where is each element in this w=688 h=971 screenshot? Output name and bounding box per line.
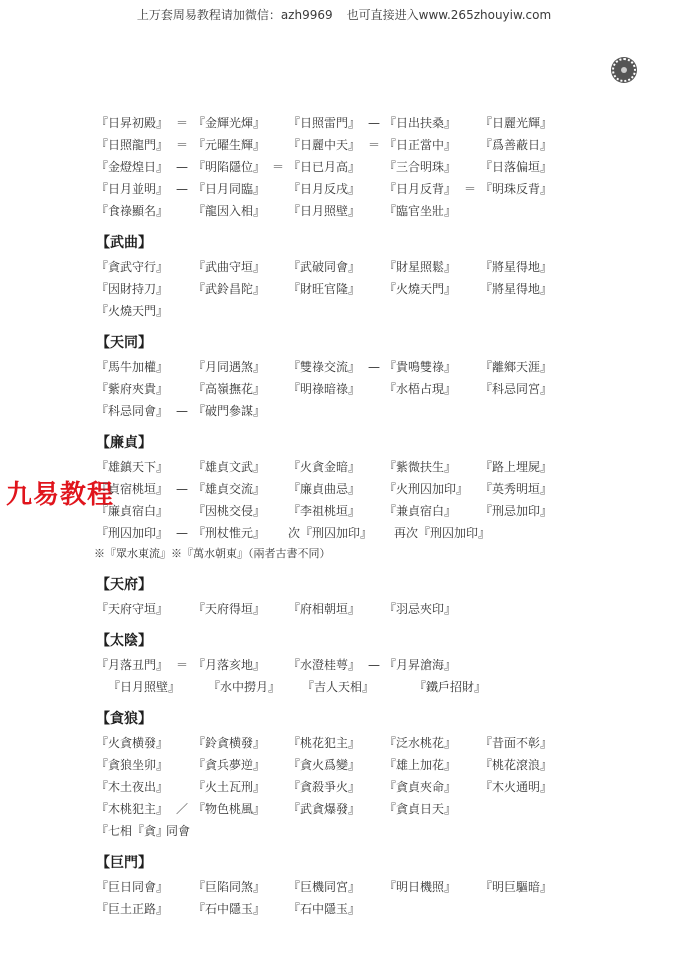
pattern-cell: 『巨日同會』 bbox=[96, 880, 169, 894]
pattern-cell: 『高嶺撫花』 bbox=[193, 382, 266, 396]
pattern-row bbox=[96, 200, 566, 222]
relation-symbol: — bbox=[368, 360, 380, 374]
pattern-cell: 『木火通明』 bbox=[480, 780, 553, 794]
pattern-cell: 『貴鳴雙祿』 bbox=[384, 360, 457, 374]
pattern-row bbox=[96, 378, 566, 400]
pattern-row bbox=[96, 356, 566, 378]
pattern-row bbox=[96, 798, 566, 820]
pattern-cell: 『龍因入相』 bbox=[193, 204, 266, 218]
pattern-row bbox=[96, 522, 566, 544]
section-title: 【武曲】 bbox=[96, 235, 152, 251]
pattern-cell: 『食祿顯名』 bbox=[96, 204, 169, 218]
pattern-cell: 『貪兵夢逆』 bbox=[193, 758, 266, 772]
pattern-row bbox=[96, 676, 566, 698]
header-right-text: 也可直接进入www.265zhouyiw.com bbox=[346, 8, 552, 22]
pattern-cell: 『日出扶桑』 bbox=[384, 116, 457, 130]
pattern-cell: 『明巨驅暗』 bbox=[480, 880, 553, 894]
pattern-cell: 『日照龍門』 bbox=[96, 138, 169, 152]
pattern-cell: 『科忌同宮』 bbox=[480, 382, 553, 396]
watermark-text: 九易教程 bbox=[6, 480, 115, 510]
section-block bbox=[96, 430, 566, 564]
pattern-cell: 『武貪爆發』 bbox=[288, 802, 361, 816]
relation-symbol: ／ bbox=[176, 802, 189, 816]
pattern-cell: 『明日機照』 bbox=[384, 880, 457, 894]
pattern-cell: 『雄上加花』 bbox=[384, 758, 457, 772]
pattern-cell: 『紫府夾貴』 bbox=[96, 382, 169, 396]
pattern-cell: 『水澄桂萼』 bbox=[288, 658, 361, 672]
pattern-cell: 『貪貞日天』 bbox=[384, 802, 457, 816]
pattern-cell: 『廉貞曲忌』 bbox=[288, 482, 361, 496]
pattern-row bbox=[96, 754, 566, 776]
pattern-cell: 『金燈煌日』 bbox=[96, 160, 169, 174]
pattern-row bbox=[96, 820, 566, 842]
page-header bbox=[0, 6, 688, 23]
section-block bbox=[96, 628, 566, 698]
pattern-cell: 『明祿暗祿』 bbox=[288, 382, 361, 396]
pattern-row bbox=[96, 400, 566, 422]
pattern-cell: 『木桃犯主』 bbox=[96, 802, 169, 816]
pattern-cell: 『雄鎮天下』 bbox=[96, 460, 169, 474]
pattern-cell: 『昔面不彰』 bbox=[480, 736, 553, 750]
pattern-cell: 『月落丑門』 bbox=[96, 658, 169, 672]
seal-mark-icon bbox=[612, 58, 636, 82]
pattern-cell: 『火刑囚加印』 bbox=[384, 482, 469, 496]
pattern-cell: 『馬牛加權』 bbox=[96, 360, 169, 374]
pattern-cell: 『離鄉天涯』 bbox=[480, 360, 553, 374]
pattern-cell: 『日月並明』 bbox=[96, 182, 169, 196]
pattern-cell: 『路上埋屍』 bbox=[480, 460, 553, 474]
pattern-cell: 『貪狼坐卯』 bbox=[96, 758, 169, 772]
pattern-cell: 『月昇滄海』 bbox=[384, 658, 457, 672]
pattern-cell: 『月同遇煞』 bbox=[193, 360, 266, 374]
pattern-row bbox=[96, 456, 566, 478]
pattern-cell: 『水梧占現』 bbox=[384, 382, 457, 396]
pattern-row bbox=[96, 134, 566, 156]
relation-symbol: — bbox=[176, 182, 188, 196]
pattern-cell: 『雄貞交流』 bbox=[193, 482, 266, 496]
pattern-cell: 『鈴貪横發』 bbox=[193, 736, 266, 750]
relation-symbol: ＝ bbox=[464, 182, 477, 196]
pattern-cell: 『日落偏垣』 bbox=[480, 160, 553, 174]
pattern-row bbox=[96, 776, 566, 798]
pattern-cell: 『財旺官隆』 bbox=[288, 282, 361, 296]
pattern-cell: 『刑忌加印』 bbox=[480, 504, 553, 518]
pattern-cell: 『因財持刀』 bbox=[96, 282, 169, 296]
pattern-row bbox=[96, 598, 566, 620]
pattern-cell: 『武曲守垣』 bbox=[193, 260, 266, 274]
pattern-cell: 『三合明珠』 bbox=[384, 160, 457, 174]
pattern-cell: 『七相『貪』 bbox=[96, 824, 169, 838]
pattern-cell: 『日昇初殿』 bbox=[96, 116, 169, 130]
pattern-cell: 『雄貞文武』 bbox=[193, 460, 266, 474]
pattern-cell: 『紫微扶生』 bbox=[384, 460, 457, 474]
section-block bbox=[96, 706, 566, 842]
section-block bbox=[96, 330, 566, 422]
pattern-row bbox=[96, 278, 566, 300]
pattern-cell: 『日月反背』 bbox=[384, 182, 457, 196]
pattern-cell: 『武鈴昌陀』 bbox=[193, 282, 266, 296]
relation-symbol: ＝ bbox=[176, 138, 189, 152]
pattern-cell: 『火貪金暗』 bbox=[288, 460, 361, 474]
relation-symbol: ＝ bbox=[368, 138, 381, 152]
section-title: 【廉貞】 bbox=[96, 435, 152, 451]
pattern-cell: 『貪貞夾命』 bbox=[384, 780, 457, 794]
pattern-cell: 『日照雷門』 bbox=[288, 116, 361, 130]
section-block bbox=[96, 850, 566, 920]
pattern-cell: 『將星得地』 bbox=[480, 260, 553, 274]
annotation-note: ※『眾水東流』※『萬水朝東』（兩者古書不同） bbox=[94, 547, 331, 560]
pattern-cell: 『桃花滾浪』 bbox=[480, 758, 553, 772]
relation-symbol: — bbox=[368, 658, 380, 672]
pattern-cell: 『木土夜出』 bbox=[96, 780, 169, 794]
relation-symbol: — bbox=[176, 526, 188, 540]
pattern-cell: 『日正當中』 bbox=[384, 138, 457, 152]
pattern-cell: 再次『刑囚加印』 bbox=[394, 526, 491, 540]
pattern-cell: 『天府得垣』 bbox=[193, 602, 266, 616]
pattern-cell: 次『刑囚加印』 bbox=[288, 526, 373, 540]
pattern-cell: 『貪火爲變』 bbox=[288, 758, 361, 772]
pattern-row bbox=[96, 898, 566, 920]
pattern-cell: 『明珠反背』 bbox=[480, 182, 553, 196]
pattern-cell: 『物色桃風』 bbox=[193, 802, 266, 816]
pattern-cell: 『英秀明垣』 bbox=[480, 482, 553, 496]
pattern-row bbox=[96, 156, 566, 178]
pattern-cell: 『日月同臨』 bbox=[193, 182, 266, 196]
section-block bbox=[96, 230, 566, 322]
section-title: 【天府】 bbox=[96, 577, 152, 593]
pattern-cell: 『天府守垣』 bbox=[96, 602, 169, 616]
pattern-cell: 『火土瓦刑』 bbox=[193, 780, 266, 794]
section-title: 【太陰】 bbox=[96, 633, 152, 649]
pattern-cell: 『桃花犯主』 bbox=[288, 736, 361, 750]
pattern-cell: 『火燒天門』 bbox=[96, 304, 169, 318]
section-block bbox=[96, 572, 566, 620]
pattern-cell: 『日月照壁』 bbox=[288, 204, 361, 218]
section-title: 【貪狼】 bbox=[96, 711, 152, 727]
pattern-row bbox=[96, 876, 566, 898]
pattern-row bbox=[96, 478, 566, 500]
pattern-cell: 『李祖桃垣』 bbox=[288, 504, 361, 518]
pattern-cell: 『鐵戶招財』 bbox=[414, 680, 487, 694]
relation-symbol: — bbox=[176, 160, 188, 174]
relation-symbol: ＝ bbox=[176, 116, 189, 130]
pattern-cell: 『因桃交侵』 bbox=[193, 504, 266, 518]
pattern-cell: 『水中撈月』 bbox=[208, 680, 281, 694]
relation-symbol: — bbox=[176, 482, 188, 496]
pattern-cell: 『泛水桃花』 bbox=[384, 736, 457, 750]
pattern-cell: 『兼貞宿白』 bbox=[384, 504, 457, 518]
pattern-row bbox=[96, 300, 566, 322]
pattern-cell: 『日月反戌』 bbox=[288, 182, 361, 196]
section-title: 【天同】 bbox=[96, 335, 152, 351]
pattern-cell: 『府相朝垣』 bbox=[288, 602, 361, 616]
pattern-cell: 『貞宿桃垣』 bbox=[96, 482, 169, 496]
pattern-cell: 『刑囚加印』 bbox=[96, 526, 169, 540]
pattern-row bbox=[96, 256, 566, 278]
pattern-cell: 『財星照鬆』 bbox=[384, 260, 457, 274]
relation-symbol: ＝ bbox=[272, 160, 285, 174]
pattern-cell: 『日已月高』 bbox=[288, 160, 361, 174]
pattern-cell: 『日麗中天』 bbox=[288, 138, 361, 152]
pattern-cell: 同會 bbox=[166, 824, 191, 838]
pattern-cell: 『吉人天相』 bbox=[302, 680, 375, 694]
pattern-cell: 『臨官坐壯』 bbox=[384, 204, 457, 218]
relation-symbol: — bbox=[368, 116, 380, 130]
pattern-cell: 『日麗光輝』 bbox=[480, 116, 553, 130]
pattern-cell: 『巨機同宮』 bbox=[288, 880, 361, 894]
relation-symbol: ＝ bbox=[176, 658, 189, 672]
pattern-cell: 『武破同會』 bbox=[288, 260, 361, 274]
pattern-cell: 『科忌同會』 bbox=[96, 404, 169, 418]
pattern-cell: 『爲善蔽日』 bbox=[480, 138, 553, 152]
pattern-cell: 『廉貞宿白』 bbox=[96, 504, 169, 518]
header-left-text: 上万套周易教程请加微信：azh9969 bbox=[136, 8, 333, 22]
pattern-row bbox=[96, 112, 566, 134]
document-body bbox=[96, 112, 566, 920]
pattern-cell: 『巨土正路』 bbox=[96, 902, 169, 916]
pattern-cell: 『元曜生輝』 bbox=[193, 138, 266, 152]
pattern-cell: 『火燒天門』 bbox=[384, 282, 457, 296]
pattern-row bbox=[96, 500, 566, 522]
relation-symbol: — bbox=[176, 404, 188, 418]
pattern-cell: 『火貪横發』 bbox=[96, 736, 169, 750]
pattern-cell: 『貪武守行』 bbox=[96, 260, 169, 274]
pattern-row bbox=[96, 178, 566, 200]
pattern-cell: 『破門參謀』 bbox=[193, 404, 266, 418]
pattern-cell: 『明陷隱位』 bbox=[193, 160, 266, 174]
pattern-cell: 『金輝光煇』 bbox=[193, 116, 266, 130]
pattern-cell: 『刑杖惟元』 bbox=[193, 526, 266, 540]
pattern-row bbox=[96, 732, 566, 754]
section-block bbox=[96, 112, 566, 222]
pattern-cell: 『雙祿交流』 bbox=[288, 360, 361, 374]
pattern-cell: 『羽忌夾印』 bbox=[384, 602, 457, 616]
pattern-cell: 『貪殺爭火』 bbox=[288, 780, 361, 794]
pattern-cell: 『日月照壁』 bbox=[108, 680, 181, 694]
pattern-cell: 『石中隱玉』 bbox=[193, 902, 266, 916]
pattern-row bbox=[96, 654, 566, 676]
pattern-cell: 『巨陷同煞』 bbox=[193, 880, 266, 894]
pattern-cell: 『石中隱玉』 bbox=[288, 902, 361, 916]
pattern-cell: 『月落亥地』 bbox=[193, 658, 266, 672]
pattern-cell: 『將星得地』 bbox=[480, 282, 553, 296]
section-title: 【巨門】 bbox=[96, 855, 152, 871]
